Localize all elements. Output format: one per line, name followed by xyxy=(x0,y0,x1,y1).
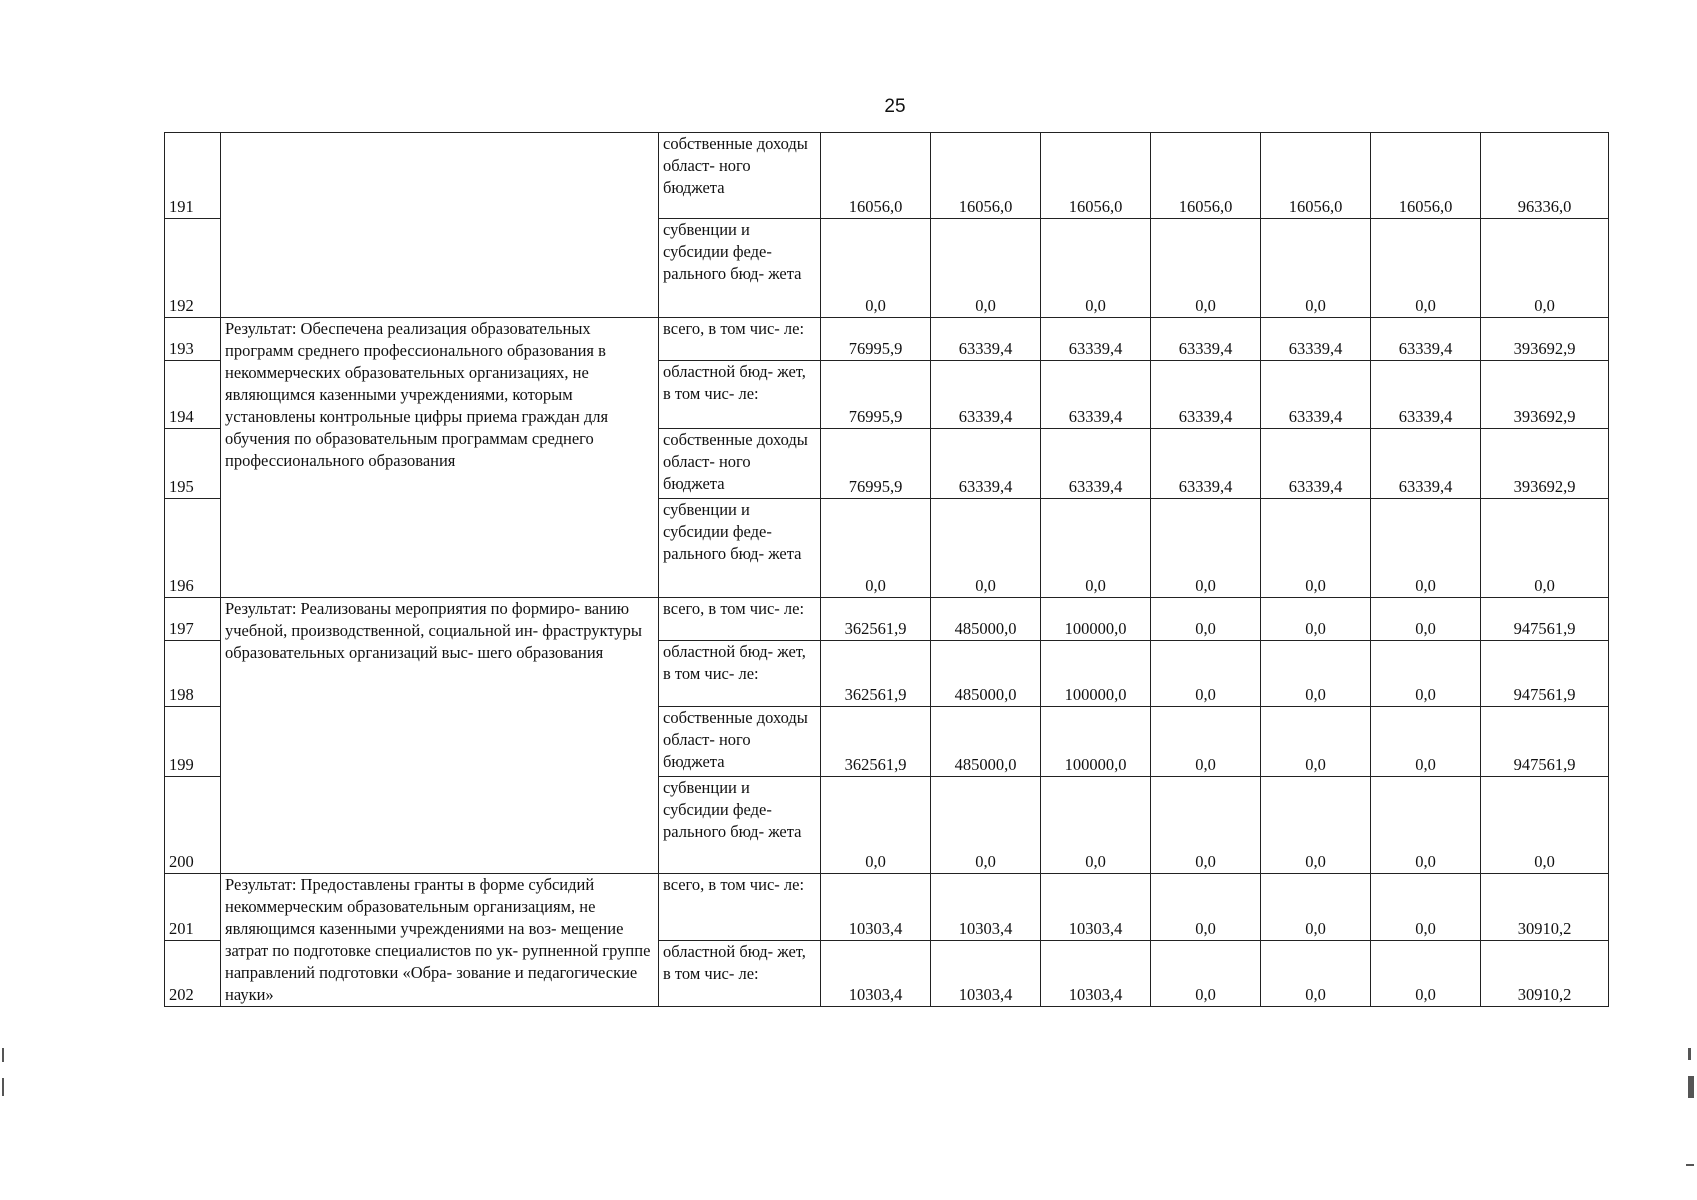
scan-edge-mark xyxy=(2,1048,4,1062)
row-number: 201 xyxy=(165,874,221,941)
value-cell: 0,0 xyxy=(1151,874,1261,941)
value-cell: 0,0 xyxy=(1371,219,1481,318)
total-cell: 0,0 xyxy=(1481,777,1609,874)
value-cell: 100000,0 xyxy=(1041,641,1151,707)
page-number: 25 xyxy=(884,96,906,117)
value-cell: 100000,0 xyxy=(1041,707,1151,777)
funding-source: областной бюд- жет, в том чис- ле: xyxy=(659,641,821,707)
funding-source: областной бюд- жет, в том чис- ле: xyxy=(659,361,821,429)
row-number: 198 xyxy=(165,641,221,707)
value-cell: 63339,4 xyxy=(1151,361,1261,429)
row-number: 195 xyxy=(165,429,221,499)
value-cell: 0,0 xyxy=(1041,499,1151,598)
value-cell: 63339,4 xyxy=(1371,361,1481,429)
row-number: 196 xyxy=(165,499,221,598)
row-number: 192 xyxy=(165,219,221,318)
total-cell: 947561,9 xyxy=(1481,641,1609,707)
value-cell: 100000,0 xyxy=(1041,598,1151,641)
scan-edge-mark xyxy=(2,1078,4,1096)
value-cell: 76995,9 xyxy=(821,429,931,499)
funding-source: субвенции и субсидии феде- рального бюд- жета xyxy=(659,219,821,318)
value-cell: 0,0 xyxy=(1261,707,1371,777)
value-cell: 63339,4 xyxy=(1041,318,1151,361)
value-cell: 0,0 xyxy=(1261,777,1371,874)
value-cell: 0,0 xyxy=(1261,499,1371,598)
value-cell: 0,0 xyxy=(1151,499,1261,598)
value-cell: 63339,4 xyxy=(931,361,1041,429)
value-cell: 63339,4 xyxy=(1261,429,1371,499)
row-number: 194 xyxy=(165,361,221,429)
value-cell: 0,0 xyxy=(1151,707,1261,777)
scan-edge-mark xyxy=(1688,1048,1691,1060)
row-number: 199 xyxy=(165,707,221,777)
total-cell: 393692,9 xyxy=(1481,429,1609,499)
row-number: 191 xyxy=(165,133,221,219)
value-cell: 0,0 xyxy=(1151,598,1261,641)
value-cell: 63339,4 xyxy=(1371,318,1481,361)
funding-source: всего, в том чис- ле: xyxy=(659,874,821,941)
result-description: Результат: Предоставлены гранты в форме субсидий некоммерческим образовательным организациям, не являющимся казенными учреждениями на воз- мещение затрат по подготовке специалистов по ук- рупненной группе направлений подготовки «Обра- зование и педагогические науки» xyxy=(221,874,659,1007)
value-cell: 0,0 xyxy=(1041,777,1151,874)
value-cell: 0,0 xyxy=(1151,777,1261,874)
total-cell: 30910,2 xyxy=(1481,941,1609,1007)
total-cell: 393692,9 xyxy=(1481,318,1609,361)
value-cell: 16056,0 xyxy=(1261,133,1371,219)
value-cell: 0,0 xyxy=(1261,219,1371,318)
funding-source: субвенции и субсидии феде- рального бюд- жета xyxy=(659,777,821,874)
total-cell: 30910,2 xyxy=(1481,874,1609,941)
value-cell: 362561,9 xyxy=(821,598,931,641)
value-cell: 76995,9 xyxy=(821,361,931,429)
value-cell: 0,0 xyxy=(1261,598,1371,641)
value-cell: 10303,4 xyxy=(931,874,1041,941)
value-cell: 0,0 xyxy=(931,777,1041,874)
table-row xyxy=(165,598,1609,641)
value-cell: 485000,0 xyxy=(931,641,1041,707)
funding-source: собственные доходы област- ного бюджета xyxy=(659,429,821,499)
table-row xyxy=(165,318,1609,361)
scan-edge-mark xyxy=(1686,1164,1694,1166)
value-cell: 0,0 xyxy=(821,777,931,874)
value-cell: 16056,0 xyxy=(931,133,1041,219)
row-number: 200 xyxy=(165,777,221,874)
value-cell: 10303,4 xyxy=(931,941,1041,1007)
value-cell: 0,0 xyxy=(1371,641,1481,707)
row-number: 197 xyxy=(165,598,221,641)
value-cell: 0,0 xyxy=(1371,707,1481,777)
funding-source: всего, в том чис- ле: xyxy=(659,598,821,641)
total-cell: 0,0 xyxy=(1481,219,1609,318)
value-cell: 485000,0 xyxy=(931,707,1041,777)
value-cell: 0,0 xyxy=(931,499,1041,598)
value-cell: 0,0 xyxy=(1041,219,1151,318)
value-cell: 0,0 xyxy=(821,219,931,318)
value-cell: 63339,4 xyxy=(1261,318,1371,361)
value-cell: 0,0 xyxy=(1371,499,1481,598)
value-cell: 0,0 xyxy=(931,219,1041,318)
value-cell: 0,0 xyxy=(1261,941,1371,1007)
total-cell: 0,0 xyxy=(1481,499,1609,598)
value-cell: 16056,0 xyxy=(1371,133,1481,219)
value-cell: 0,0 xyxy=(1151,641,1261,707)
value-cell: 63339,4 xyxy=(1371,429,1481,499)
table-row xyxy=(165,874,1609,941)
funding-source: собственные доходы област- ного бюджета xyxy=(659,707,821,777)
value-cell: 10303,4 xyxy=(1041,874,1151,941)
row-number: 193 xyxy=(165,318,221,361)
total-cell: 393692,9 xyxy=(1481,361,1609,429)
result-description: Результат: Реализованы мероприятия по формиро- ванию учебной, производственной, социальной ин- фраструктуры образовательных организаций выс- шего образования xyxy=(221,598,659,874)
value-cell: 0,0 xyxy=(1151,219,1261,318)
value-cell: 16056,0 xyxy=(821,133,931,219)
scan-edge-mark xyxy=(1688,1076,1694,1098)
value-cell: 0,0 xyxy=(1371,777,1481,874)
funding-source: субвенции и субсидии феде- рального бюд- жета xyxy=(659,499,821,598)
value-cell: 63339,4 xyxy=(1041,361,1151,429)
funding-source: областной бюд- жет, в том чис- ле: xyxy=(659,941,821,1007)
funding-source: всего, в том чис- ле: xyxy=(659,318,821,361)
result-description: Результат: Обеспечена реализация образовательных программ среднего профессионального образования в некоммерческих образовательных организациях, не являющимся казенными учреждениями, которым установлены контрольные цифры приема граждан для обучения по образовательным программам среднего профессионального образования xyxy=(221,318,659,598)
value-cell: 10303,4 xyxy=(821,874,931,941)
value-cell: 0,0 xyxy=(1151,941,1261,1007)
table-row xyxy=(165,133,1609,219)
value-cell: 16056,0 xyxy=(1151,133,1261,219)
total-cell: 96336,0 xyxy=(1481,133,1609,219)
value-cell: 0,0 xyxy=(1371,874,1481,941)
value-cell: 0,0 xyxy=(1371,941,1481,1007)
value-cell: 0,0 xyxy=(1371,598,1481,641)
total-cell: 947561,9 xyxy=(1481,707,1609,777)
value-cell: 362561,9 xyxy=(821,707,931,777)
value-cell: 0,0 xyxy=(1261,874,1371,941)
value-cell: 0,0 xyxy=(1261,641,1371,707)
value-cell: 16056,0 xyxy=(1041,133,1151,219)
value-cell: 10303,4 xyxy=(821,941,931,1007)
result-description-empty xyxy=(221,133,659,318)
value-cell: 485000,0 xyxy=(931,598,1041,641)
value-cell: 0,0 xyxy=(821,499,931,598)
value-cell: 63339,4 xyxy=(1261,361,1371,429)
budget-table xyxy=(164,132,1609,1007)
value-cell: 10303,4 xyxy=(1041,941,1151,1007)
total-cell: 947561,9 xyxy=(1481,598,1609,641)
value-cell: 63339,4 xyxy=(931,318,1041,361)
value-cell: 76995,9 xyxy=(821,318,931,361)
value-cell: 63339,4 xyxy=(931,429,1041,499)
value-cell: 63339,4 xyxy=(1041,429,1151,499)
value-cell: 362561,9 xyxy=(821,641,931,707)
funding-source: собственные доходы област- ного бюджета xyxy=(659,133,821,219)
value-cell: 63339,4 xyxy=(1151,318,1261,361)
value-cell: 63339,4 xyxy=(1151,429,1261,499)
row-number: 202 xyxy=(165,941,221,1007)
